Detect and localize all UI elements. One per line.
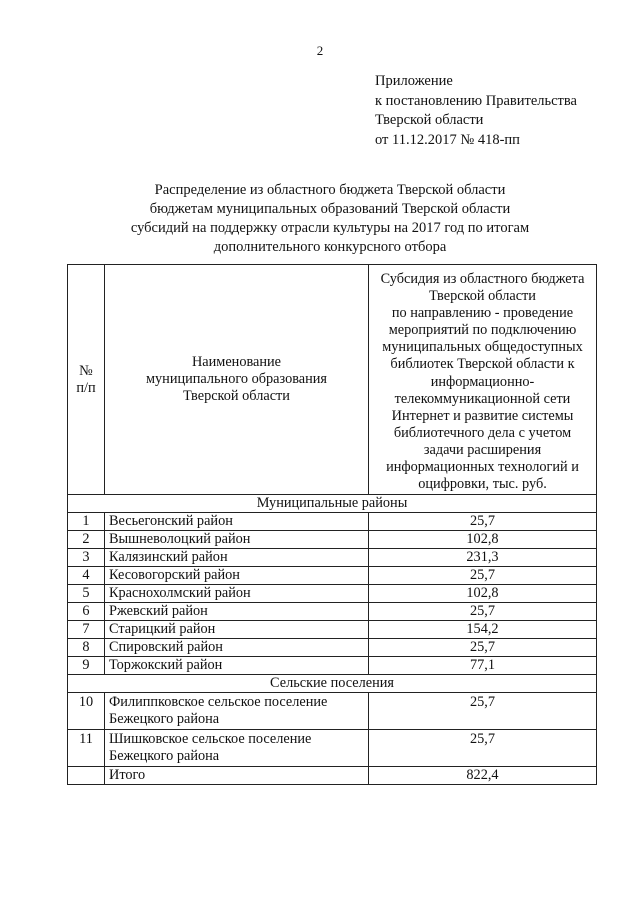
section-row	[68, 495, 597, 513]
table-row: 7 Старицкий район 154,2	[68, 621, 597, 639]
table-header-row	[68, 265, 597, 495]
appendix-line: к постановлению Правительства	[375, 92, 577, 109]
table-row: 10 Филиппковское сельское поселение Бежецкого района 25,7	[68, 693, 597, 730]
total-value: 822,4	[369, 767, 597, 785]
title-line: Распределение из областного бюджета Тверской области	[154, 182, 506, 198]
table-row: 4 Кесовогорский район 25,7	[68, 567, 597, 585]
title-line: субсидий на поддержку отрасли культуры на 2017 год по итогам	[130, 220, 530, 236]
appendix-line: от 11.12.2017 № 418-пп	[375, 131, 520, 148]
section-districts: Муниципальные районы	[68, 495, 597, 513]
table-row: 2 Вышневолоцкий район 102,8	[68, 531, 597, 549]
table-row: 9 Торжокский район 77,1	[68, 657, 597, 675]
total-row	[68, 767, 597, 785]
table-row: 8 Спировский район 25,7	[68, 639, 597, 657]
appendix-line: Тверской области	[375, 112, 484, 128]
subsidy-table	[67, 264, 597, 785]
title-line: бюджетам муниципальных образований Тверской области	[149, 201, 511, 217]
total-label: Итого	[105, 767, 369, 785]
table-row: 5 Краснохолмский район 102,8	[68, 585, 597, 603]
header-subsidy: Субсидия из областного бюджета Тверской области по направлению - проведение мероприятий по подключению муниципальных общедоступных библиотек Тверской области к информационно- телекоммуникационной сети Интернет и развитие системы библиотечного дела с учетом задачи расширения информационных технологий и оцифровки, тыс. руб.	[369, 265, 597, 495]
appendix-block	[375, 72, 577, 150]
title-line: дополнительного конкурсного отбора	[213, 239, 447, 255]
header-num: № п/п	[68, 265, 105, 495]
page-number: 2	[316, 43, 324, 58]
table-row: 3 Калязинский район 231,3	[68, 549, 597, 567]
header-name: Наименование муниципального образования Тверской области	[105, 265, 369, 495]
document-title	[70, 181, 590, 257]
table-row: 11 Шишковское сельское поселение Бежецкого района 25,7	[68, 730, 597, 767]
section-rural: Сельские поселения	[68, 675, 597, 693]
table-row: 6 Ржевский район 25,7	[68, 603, 597, 621]
table-row: 1 Весьегонский район 25,7	[68, 513, 597, 531]
section-row	[68, 675, 597, 693]
appendix-line: Приложение	[375, 73, 453, 89]
